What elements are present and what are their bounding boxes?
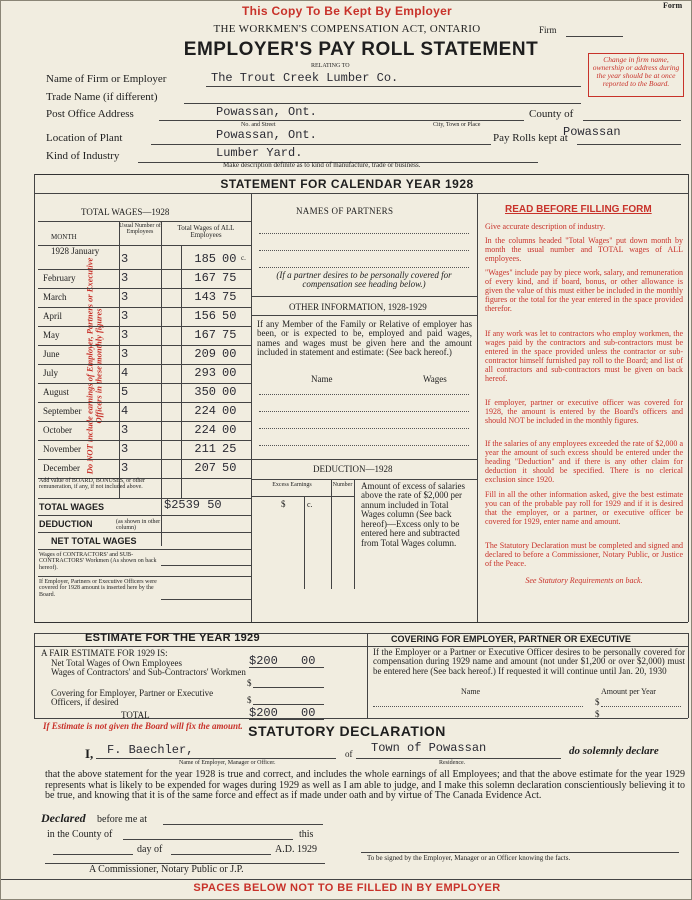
firm-name-label: Name of Firm or Employer	[46, 73, 167, 85]
firm-name-value: The Trout Creek Lumber Co.	[211, 71, 399, 85]
day-of-label: day of	[137, 844, 163, 855]
declaration-of: of	[345, 749, 353, 759]
wage-cents: 75	[222, 290, 237, 304]
wages-title: TOTAL WAGES—1928	[81, 207, 170, 217]
wage-dollars: 167	[194, 271, 216, 285]
wage-cents: 00	[222, 347, 237, 361]
partners-note: (If a partner desires to be personally covered for compensation see heading below.)	[276, 270, 452, 290]
relating-to: RELATING TO	[311, 63, 350, 69]
commissioner-label: A Commissioner, Notary Public or J.P.	[89, 864, 244, 875]
city-town-caption: City, Town or Place	[433, 122, 481, 128]
plant-location-label: Location of Plant	[46, 132, 123, 144]
deduction-title: DEDUCTION—1928	[313, 464, 393, 474]
month-row	[38, 288, 251, 307]
employee-count: 3	[121, 252, 129, 266]
month-row	[38, 459, 251, 478]
month-row	[38, 440, 251, 459]
covering-dollar-2: $	[595, 709, 600, 719]
employee-count: 5	[121, 385, 129, 399]
covering-text: If the Employer or a Partner or Executive Officer desires to be personally covered for compensation during 1929 name and amount (not under $1,200 or over $2,000) must be entered here (See back hereof.) If requested it will continue until Jan. 20, 1930	[373, 647, 685, 676]
other-info-title: OTHER INFORMATION, 1928-1929	[289, 302, 427, 312]
declaration-body: that the above statement for the year 1928 is true and correct, and includes the whole earnings of all Employees; and that the above estimate for the year 1929 represents what is likely to be expended for wages during 1929 as well as I am able to judge, and I make this solemn declaration conscientiously believing it to be true, and knowing that it is of the same force and effect as if made under oath and by virtue of The Canada Evidence Act.	[45, 769, 685, 801]
instr-6: If the salaries of any employees exceeded the rate of $2,000 a year the amount of such excess should be entered under the heading "Deduction" and if there is any other claim for deduction it should be specified. There is no clerical exclusion since 1920.	[485, 439, 683, 484]
excess-cents: c.	[307, 500, 313, 509]
covering-amount-col: Amount per Year	[601, 687, 656, 696]
month-label: November	[43, 444, 81, 454]
employee-count: 3	[121, 423, 129, 437]
excess-col: Excess Earnings	[272, 482, 312, 488]
wage-cents: 75	[222, 328, 237, 342]
month-row	[38, 364, 251, 383]
industry-note: Make description definite as to kind of manufacture, trade or business.	[223, 161, 421, 169]
wage-cents: 00	[222, 385, 237, 399]
estimate-net-cents: 00	[301, 654, 316, 668]
month-row	[38, 402, 251, 421]
covering-name-col: Name	[461, 687, 481, 696]
month-label: March	[43, 292, 67, 302]
this-label: this	[299, 829, 314, 840]
estimate-net-value: $200	[249, 654, 278, 668]
col-month: MONTH	[51, 233, 77, 241]
month-label: April	[43, 311, 62, 321]
form-number: Form	[663, 1, 683, 10]
partners-title: NAMES OF PARTNERS	[296, 206, 394, 216]
change-notice-box	[588, 53, 684, 97]
number-col: Number	[332, 482, 353, 488]
officers-note: If Employer, Partners or Executive Officers were covered for 1928 amount is inserted here by the Board.	[39, 579, 157, 598]
estimate-total-cents: 00	[301, 706, 316, 720]
month-label: 1928 January	[51, 246, 100, 256]
industry-label: Kind of Industry	[46, 150, 120, 162]
employee-count: 3	[121, 442, 129, 456]
instr-7: Fill in all the other information asked, give the best estimate you can of the probable pay roll for 1929 and if it is desired that the employer, or a partner, or executive officer be covered for 1929, enter name and amount.	[485, 490, 683, 526]
no-street-caption: No. and Street	[241, 122, 276, 128]
board-note: Add value of BOARD, BONUSES, or other remuneration, if any, if not included above.	[39, 478, 145, 491]
wages-col: Wages	[423, 374, 447, 384]
month-label: May	[43, 330, 60, 340]
cents-divider	[181, 245, 182, 498]
change-notice: Change in firm name, ownership or address during the year should be at once reported to the Board.	[592, 55, 680, 88]
estimate-total-label: TOTAL	[121, 710, 150, 720]
instr-9: See Statutory Requirements on back.	[525, 576, 643, 585]
industry-value: Lumber Yard.	[216, 146, 303, 160]
wage-dollars: 167	[194, 328, 216, 342]
wage-cents: 00	[222, 404, 237, 418]
post-office-label: Post Office Address	[46, 108, 134, 120]
wage-cents: 25	[222, 442, 237, 456]
declaration-i: I,	[85, 746, 94, 761]
wage-dollars: 207	[194, 461, 216, 475]
employee-count: 3	[121, 271, 129, 285]
excess-dollar: $	[281, 499, 286, 509]
wage-dollars: 350	[194, 385, 216, 399]
instr-2: In the columns headed "Total Wages" put down month by month the usual number and TOTAL wages of ALL employees.	[485, 236, 683, 263]
total-wages-label: TOTAL WAGES	[39, 502, 105, 512]
deduction-text: Amount of excess of salaries above the rate of $2,000 per annum included in Total Wages column (See back hereof)—Excess only to be entered here and subtracted from Total Wages column.	[361, 481, 465, 548]
sign-caption: To be signed by the Employer, Manager or an Officer knowing the facts.	[367, 854, 571, 862]
payroll-kept-label: Pay Rolls kept at	[493, 132, 568, 144]
month-row	[38, 345, 251, 364]
month-label: December	[43, 463, 80, 473]
declaration-title: STATUTORY DECLARATION	[248, 723, 446, 739]
wage-cents: 00	[222, 423, 237, 437]
estimate-contractors-label: Wages of Contractors' and Sub-Contractors' Workmen	[51, 667, 246, 677]
estimate-covering-label: Covering for Employer, Partner or Executive Officers, if desired	[51, 688, 214, 708]
wage-cents: 50	[222, 309, 237, 323]
estimate-warning: If Estimate is not given the Board will fix the amount.	[43, 721, 243, 731]
estimate-covering-dollar: $	[247, 695, 252, 705]
contractors-note: Wages of CONTRACTORS' and SUB-CONTRACTORS' Workmen (As shown on back hereof).	[39, 552, 157, 571]
plant-location-value: Powassan, Ont.	[216, 128, 317, 142]
wage-cents: 00	[222, 252, 237, 266]
footer-note: SPACES BELOW NOT TO BE FILLED IN BY EMPLOYER	[193, 882, 501, 894]
instr-4: If any work was let to contractors who employ workmen, the wages paid by the contractors and sub-contractors must be entered in the space provided unless the contractor or sub-contractor himself furnished pay roll to the Board; and list of all contractors and sub-contractors must be given on back hereof.	[485, 329, 683, 383]
wage-dollars: 209	[194, 347, 216, 361]
month-row	[38, 307, 251, 326]
col-usual: Usual Number of Employees	[119, 223, 161, 236]
cents-sign: c.	[241, 254, 246, 262]
keep-copy-banner: This Copy To Be Kept By Employer	[241, 4, 453, 18]
covering-dollar-1: $	[595, 697, 600, 707]
other-info-text: If any Member of the Family or Relative of employer has been, or is expected to be, employed and paid wages, names and wages must be given here and the amount included in statement and estimate: (See back hereof.)	[257, 319, 472, 358]
instructions-title: READ BEFORE FILLING FORM	[505, 204, 652, 215]
estimate-intro: A FAIR ESTIMATE FOR 1929 IS:	[41, 648, 168, 658]
ad-label: A.D. 1929	[275, 844, 317, 855]
wage-dollars: 185	[194, 252, 216, 266]
declarant-residence: Town of Powassan	[371, 741, 487, 755]
payroll-kept-value: Powassan	[563, 125, 621, 139]
firm-label: Firm	[539, 25, 557, 35]
net-total-label: NET TOTAL WAGES	[51, 536, 137, 546]
wage-cents: 00	[222, 366, 237, 380]
declarant-name: F. Baechler,	[107, 743, 194, 757]
act-title: THE WORKMEN'S COMPENSATION ACT, ONTARIO	[213, 23, 481, 35]
covering-title: COVERING FOR EMPLOYER, PARTNER OR EXECUTIVE	[391, 634, 631, 644]
deduction-label: DEDUCTION	[39, 519, 93, 529]
wage-cents: 75	[222, 271, 237, 285]
estimate-contractors-dollar: $	[247, 678, 252, 688]
month-label: October	[43, 425, 72, 435]
deduction-note: (as shown in other column)	[116, 519, 161, 532]
name-col: Name	[311, 374, 333, 384]
wage-dollars: 224	[194, 423, 216, 437]
employee-count: 3	[121, 328, 129, 342]
estimate-net-label: Net Total Wages of Own Employees	[51, 658, 183, 668]
month-row	[38, 246, 251, 269]
county-decl-label: in the County of	[47, 829, 113, 840]
page-title: EMPLOYER'S PAY ROLL STATEMENT	[183, 39, 539, 60]
wage-dollars: 224	[194, 404, 216, 418]
residence-caption: Residence.	[439, 760, 466, 766]
employee-count: 4	[121, 404, 129, 418]
month-label: September	[43, 406, 82, 416]
trade-name-label: Trade Name (if different)	[46, 91, 158, 103]
employee-count: 4	[121, 366, 129, 380]
employee-count: 3	[121, 347, 129, 361]
instr-1: Give accurate description of industry.	[485, 222, 606, 231]
employee-count: 3	[121, 461, 129, 475]
employee-count: 3	[121, 309, 129, 323]
name-caption: Name of Employer, Manager or Officer.	[179, 760, 276, 766]
month-label: July	[43, 368, 59, 378]
month-label: June	[43, 349, 60, 359]
statement-title: STATEMENT FOR CALENDAR YEAR 1928	[220, 177, 474, 191]
wage-dollars: 293	[194, 366, 216, 380]
instr-3: "Wages" include pay by piece work, salary, and remuneration of every kind, and if board, bonus, or other allowance is given the value of this must either be included in the monthly figures or the total for the year entered in the space provided therefor.	[485, 268, 683, 313]
before-me-label: before me at	[97, 814, 147, 825]
month-row	[38, 383, 251, 402]
employee-count: 3	[121, 290, 129, 304]
wage-dollars: 143	[194, 290, 216, 304]
post-office-value: Powassan, Ont.	[216, 105, 317, 119]
instr-5: If employer, partner or executive officer was covered for 1928, the amount is entered by the Board's officers and should NOT be included in the monthly figures.	[485, 398, 683, 425]
estimate-title: ESTIMATE FOR THE YEAR 1929	[85, 632, 260, 644]
month-label: February	[43, 273, 76, 283]
side-note: Do NOT include earnings of Employer, Partners or Executive Officers in these monthly figures	[84, 257, 104, 475]
county-label: County of	[529, 108, 574, 120]
wage-dollars: 211	[194, 442, 216, 456]
solemnly-declare: do solemnly declare	[569, 745, 659, 757]
wage-dollars: 156	[194, 309, 216, 323]
month-label: August	[43, 387, 70, 397]
estimate-total-value: $200	[249, 706, 278, 720]
declared-label: Declared	[41, 811, 86, 825]
wage-cents: 50	[222, 461, 237, 475]
month-row	[38, 269, 251, 288]
month-row	[38, 326, 251, 345]
month-row	[38, 421, 251, 440]
total-wages-value: $2539 50	[164, 498, 222, 512]
instr-8: The Statutory Declaration must be completed and signed and declared to before a Commissioner, Notary Public, or Justice of the Peace.	[485, 541, 683, 568]
col-total: Total Wages of ALL Employees	[177, 224, 235, 240]
